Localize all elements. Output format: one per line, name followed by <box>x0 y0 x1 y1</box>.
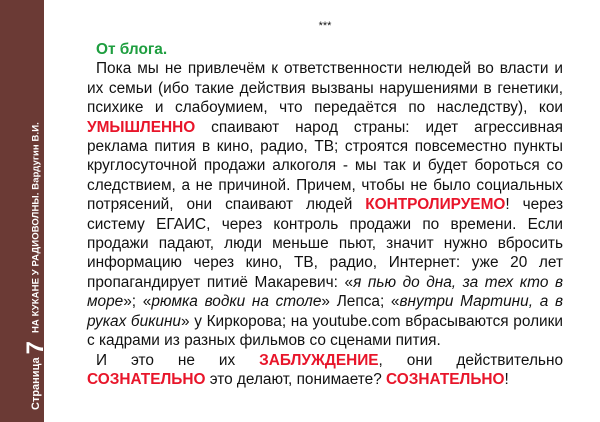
quote-text: я пью до дна, за тех кто в море <box>87 273 563 311</box>
paragraph-2 <box>87 351 563 390</box>
text-run: , они действительно <box>378 351 564 369</box>
emphasis-text: ЗАБЛУЖДЕНИЕ <box>259 351 379 369</box>
text-run: спаивают народ страны: идет агрессивная реклама пития в кино, радио, ТВ; строятся повсеместно пункты круглосуточной продажи алкоголя - мы так и будет бороться со следствием, а не причиной. Причем, чтобы не было социальных потрясений, они спаивают людей <box>87 118 563 214</box>
book-title: НА КУКАНЕ У РАДИОВОЛНЫ. Вардугин В.И. <box>30 122 42 334</box>
article-heading: От блога. <box>96 41 168 58</box>
emphasis-text: СОЗНАТЕЛЬНО <box>87 370 206 388</box>
emphasis-text: КОНТРОЛИРУЕМО <box>365 196 506 214</box>
quote-text: внутри Мартини, а в руках бикини <box>87 293 563 330</box>
sidebar <box>0 0 49 422</box>
article <box>87 18 563 389</box>
text-run: Пока мы не привлечём к ответственности нелюдей во власти и их семьи (ибо такие действия вызваны нарушениями в генетики, психике и слабоумием, что передаётся по наследству), кои <box>87 60 563 117</box>
sidebar-text <box>22 122 50 410</box>
emphasis-text: СОЗНАТЕЛЬНО <box>386 370 505 388</box>
text-run: »; « <box>123 293 152 311</box>
paragraph-1 <box>87 59 563 350</box>
text-run: » Лепса; « <box>321 293 400 311</box>
emphasis-text: УМЫШЛЕННО <box>87 118 196 136</box>
page-number: 7 <box>22 341 49 355</box>
text-run: ! через систему ЕГАИС, через контроль продажи по времени. Если продажи падают, люди меньше пьют, значит нужно вбросить информацию через кино, ТВ, радио, Интернет: уже 20 лет пропагандирует питиё Макаревич: « <box>87 196 564 291</box>
text-run: » у Киркорова; на youtube.com вбрасываются ролики с кадрами из разных фильмов со сценами пития. <box>87 312 563 350</box>
text-run: это делают, понимаете? <box>205 370 387 388</box>
text-run: И это не их <box>96 351 260 369</box>
section-separator: *** <box>318 20 332 32</box>
page-label: Страница <box>30 357 42 410</box>
text-run: ! <box>504 370 509 388</box>
quote-text: рюмка водки на столе <box>151 293 322 311</box>
